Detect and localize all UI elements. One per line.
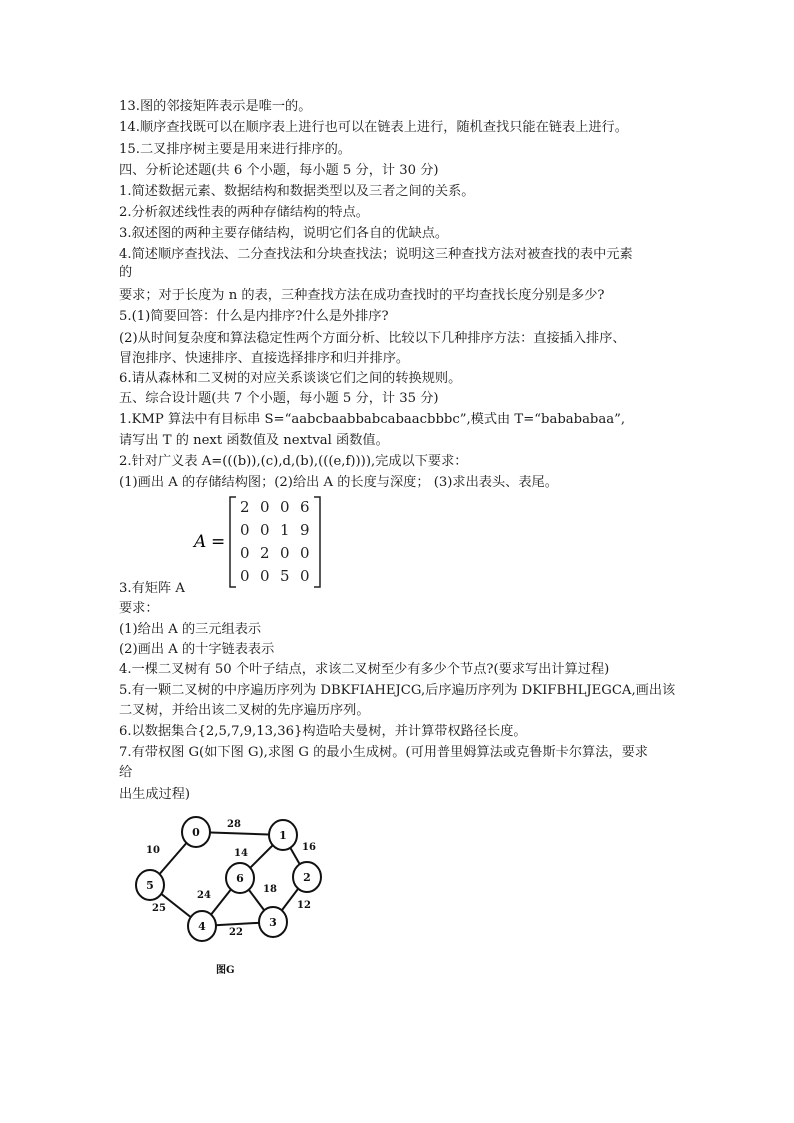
question-5-7-cont: 出生成过程) xyxy=(119,787,191,802)
section-heading-4: 四、分析论述题(共 6 个小题，每小题 5 分，计 30 分) xyxy=(119,163,439,178)
question-4-1: 1.简述数据元素、数据结构和数据类型以及三者之间的关系。 xyxy=(119,184,475,199)
matrix-cell: 0 xyxy=(260,567,270,585)
graph-edge-weight: 28 xyxy=(227,819,241,830)
question-5-3: 3.有矩阵 A xyxy=(119,581,185,596)
question-4-6: 6.请从森林和二叉树的对应关系谈谈它们之间的转换规则。 xyxy=(119,371,462,386)
matrix-cell: 6 xyxy=(300,498,310,516)
question-4-3: 3.叙述图的两种主要存储结构，说明它们各自的优缺点。 xyxy=(119,226,449,241)
question-5-4: 4.一棵二叉树有 50 个叶子结点，求该二叉树至少有多少个节点?(要求写出计算过程) xyxy=(119,662,610,677)
question-4-2: 2.分析叙述线性表的两种存储结构的特点。 xyxy=(119,205,369,220)
matrix-cell: 2 xyxy=(240,498,250,516)
question-5-5-cont: 二叉树，并给出该二叉树的先序遍历序列。 xyxy=(119,703,370,718)
question-4-4-wrap: 的 xyxy=(119,265,133,280)
question-5-6: 6.以数据集合{2,5,7,9,13,36}构造哈夫曼树，并计算带权路径长度。 xyxy=(119,724,527,739)
question-4-4: 4.简述顺序查找法、二分查找法和分块查找法；说明这三种查找方法对被查找的表中元素 xyxy=(119,247,633,262)
matrix-cell: 0 xyxy=(280,544,290,562)
question-5-2: 2.针对广义表 A=(((b)),(c),d,(b),(((e,f)))),完成以下要求： xyxy=(119,454,468,469)
graph-node-label: 2 xyxy=(303,871,311,884)
question-4-5-1: 5.(1)简要回答：什么是内排序?什么是外排序? xyxy=(119,309,389,324)
graph-edge-weight: 12 xyxy=(297,900,311,911)
question-5-5: 5.有一颗二叉树的中序遍历序列为 DBKFIAHEJCG,后序遍历序列为 DKIFBHLJEGCA,画出该 xyxy=(119,683,676,698)
question-5-1-cont: 请写出 T 的 next 函数值及 nextval 函数值。 xyxy=(119,433,389,448)
matrix-cell: 0 xyxy=(280,498,290,516)
graph-caption: 图G xyxy=(216,965,235,976)
matrix-cell: 0 xyxy=(300,567,310,585)
text-line-15: 15.二叉排序树主要是用来进行排序的。 xyxy=(119,142,351,157)
matrix-cell: 0 xyxy=(260,521,270,539)
graph-edge-weight: 18 xyxy=(263,884,277,895)
question-4-4-cont: 要求；对于长度为 n 的表，三种查找方法在成功查找时的平均查找长度分别是多少? xyxy=(119,288,605,303)
matrix-cell: 1 xyxy=(280,521,290,539)
requirements-label: 要求： xyxy=(119,601,159,616)
matrix-cell: 0 xyxy=(300,544,310,562)
matrix-equals: = xyxy=(211,532,226,552)
matrix-cell: 2 xyxy=(260,544,270,562)
graph-node-label: 0 xyxy=(192,826,200,839)
graph-g xyxy=(130,810,330,980)
graph-node-label: 1 xyxy=(279,829,287,842)
matrix-cell: 0 xyxy=(240,567,250,585)
matrix-cell: 0 xyxy=(260,498,270,516)
requirement-2: (2)画出 A 的十字链表表示 xyxy=(119,642,275,657)
graph-node-label: 3 xyxy=(269,916,277,929)
question-5-1: 1.KMP 算法中有目标串 S=“aabcbaabbabcabaacbbbc”,模式由 T=“babababaa”, xyxy=(119,412,626,427)
matrix-cell: 0 xyxy=(240,521,250,539)
matrix-cell: 0 xyxy=(240,544,250,562)
graph-node-label: 4 xyxy=(198,920,206,933)
question-5-7-wrap: 给 xyxy=(119,765,133,780)
graph-node-label: 6 xyxy=(236,872,244,885)
graph-edge-weight: 25 xyxy=(152,903,166,914)
graph-edge-weight: 16 xyxy=(302,842,316,853)
text-line-14: 14.顺序查找既可以在顺序表上进行也可以在链表上进行，随机查找只能在链表上进行。 xyxy=(119,120,628,135)
question-5-7: 7.有带权图 G(如下图 G),求图 G 的最小生成树。(可用普里姆算法或克鲁斯卡尔算法，要求 xyxy=(119,745,648,760)
requirement-1: (1)给出 A 的三元组表示 xyxy=(119,622,262,637)
matrix-cell: 5 xyxy=(280,567,290,585)
graph-edge-weight: 22 xyxy=(229,927,243,938)
matrix-right-bracket xyxy=(314,497,320,587)
text-line-13: 13.图的邻接矩阵表示是唯一的。 xyxy=(119,99,312,114)
matrix-name: A xyxy=(194,532,207,552)
graph-edge-weight: 24 xyxy=(197,890,211,901)
question-4-5-2-cont: 冒泡排序、快速排序、直接选择排序和归并排序。 xyxy=(119,351,410,366)
matrix-cell: 9 xyxy=(300,521,310,539)
section-heading-5: 五、综合设计题(共 7 个小题，每小题 5 分，计 35 分) xyxy=(119,391,439,406)
graph-edge-weight: 14 xyxy=(234,848,248,859)
question-5-2-cont: (1)画出 A 的存储结构图；(2)给出 A 的长度与深度； (3)求出表头、表尾。 xyxy=(119,475,558,490)
graph-node-label: 5 xyxy=(146,879,154,892)
matrix-a xyxy=(192,495,332,589)
question-4-5-2: (2)从时间复杂度和算法稳定性两个方面分析、比较以下几种排序方法：直接插入排序、 xyxy=(119,331,626,346)
matrix-left-bracket xyxy=(230,497,236,587)
graph-edge-weight: 10 xyxy=(146,845,160,856)
